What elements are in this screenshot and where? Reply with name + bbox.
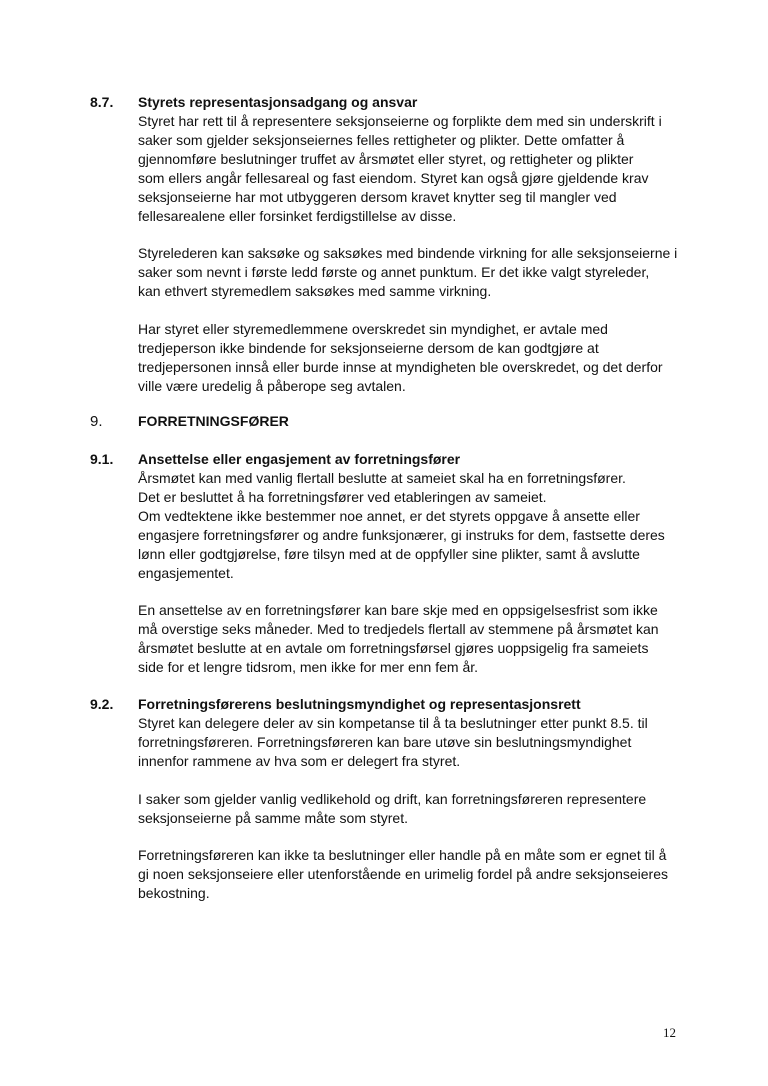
text-line: tredjepersonen innså eller burde innse at myndigheten ble overskredet, og det derfor xyxy=(138,358,663,375)
text-line: fellesarealene eller forsinket ferdigstillelse av disse. xyxy=(138,207,457,224)
section-title: Forretningsførerens beslutningsmyndighet og representasjonsrett xyxy=(138,696,581,712)
section-title: Ansettelse eller engasjement av forretningsfører xyxy=(138,451,461,467)
paragraph-gap xyxy=(138,225,690,244)
text-line: saker som nevnt i første ledd første og annet punktum. Er det ikke valgt styreleder, xyxy=(138,264,650,281)
text-line: Årsmøtet kan med vanlig flertall beslutte at sameiet skal ha en forretningsfører. xyxy=(138,470,626,486)
section-number: 9. xyxy=(90,413,103,430)
text-line: En ansettelse av en forretningsfører kan bare skje med en oppsigelsesfrist som ikke xyxy=(138,602,658,619)
section-title: Styrets representasjonsadgang og ansvar xyxy=(138,94,418,110)
text-line: Styret kan delegere deler av sin kompetanse til å ta beslutninger etter punkt 8.5. til xyxy=(138,715,648,731)
text-line: må overstige seks måneder. Med to tredjedels flertall av stemmene på årsmøtet kan xyxy=(138,621,659,638)
text-line: side for et lengre tidsrom, men ikke for mer enn fem år. xyxy=(138,659,479,676)
text-line: seksjonseierne på samme måte som styret. xyxy=(138,809,408,826)
text-line: innenfor rammene av hva som er delegert fra styret. xyxy=(138,752,461,769)
text-line: som ellers angår fellesareal og fast eiendom. Styret kan også gjøre gjeldende krav xyxy=(138,169,649,186)
text-line: Det er besluttet å ha forretningsfører ved etableringen av sameiet. xyxy=(138,488,547,505)
section-number: 9.2. xyxy=(90,696,114,712)
text-line: gi noen seksjonseiere eller utenforstående en urimelig fordel på andre seksjonseieres xyxy=(138,866,668,883)
text-line: lønn eller godtgjørelse, føre tilsyn med at de oppfyller sine plikter, samt å avslutte xyxy=(138,545,640,562)
text-line: Styrelederen kan saksøke og saksøkes med bindende virkning for alle seksjonseierne i xyxy=(138,245,678,262)
text-line: engasjementet. xyxy=(138,564,234,581)
paragraph-gap xyxy=(138,582,690,601)
section-title: FORRETNINGSFØRER xyxy=(138,413,289,429)
text-line: engasjere forretningsfører og andre funksjonærer, gi instruks for dem, fastsette deres xyxy=(138,526,665,543)
text-line: bekostning. xyxy=(138,885,210,902)
text-line: seksjonseierne har mot utbyggeren dersom kravet knytter seg til mangler ved xyxy=(138,188,617,205)
page-number: 12 xyxy=(663,1025,676,1040)
text-line: saker som gjelder seksjonseiernes felles rettigheter og plikter. Dette omfatter å xyxy=(138,131,625,148)
section-9-1 xyxy=(90,450,690,677)
text-line: Forretningsføreren kan ikke ta beslutninger eller handle på en måte som er egnet til å xyxy=(138,847,667,864)
section-text xyxy=(138,714,690,903)
text-line: tredjeperson ikke bindende for seksjonseierne dersom de kan godtgjøre at xyxy=(138,339,599,356)
section-8-7 xyxy=(90,93,690,396)
section-number: 9.1. xyxy=(90,451,114,467)
section-9-2 xyxy=(90,695,690,903)
paragraph-gap xyxy=(138,301,690,320)
text-line: kan ethvert styremedlem saksøkes med samme virkning. xyxy=(138,283,492,300)
paragraph-gap xyxy=(138,771,690,790)
paragraph-gap xyxy=(138,827,690,846)
text-line: I saker som gjelder vanlig vedlikehold og drift, kan forretningsføreren representere xyxy=(138,790,647,807)
text-line: ville være uredelig å påberope seg avtalen. xyxy=(138,377,406,394)
text-line: Om vedtektene ikke bestemmer noe annet, er det styrets oppgave å ansette eller xyxy=(138,507,640,524)
section-text xyxy=(138,112,690,396)
section-9 xyxy=(90,412,690,431)
text-line: forretningsføreren. Forretningsføreren kan bare utøve sin beslutningsmyndighet xyxy=(138,733,632,750)
text-line: gjennomføre beslutninger truffet av årsmøtet eller styret, og rettigheter og plikter xyxy=(138,150,634,167)
text-line: årsmøtet beslutte at en avtale om forretningsførsel gjøres uoppsigelig fra sameiets xyxy=(138,640,649,657)
section-text xyxy=(138,469,690,677)
section-number: 8.7. xyxy=(90,94,114,110)
text-line: Styret har rett til å representere seksjonseierne og forplikte dem med sin underskrift i xyxy=(138,113,662,129)
text-line: Har styret eller styremedlemmene overskredet sin myndighet, er avtale med xyxy=(138,320,608,337)
